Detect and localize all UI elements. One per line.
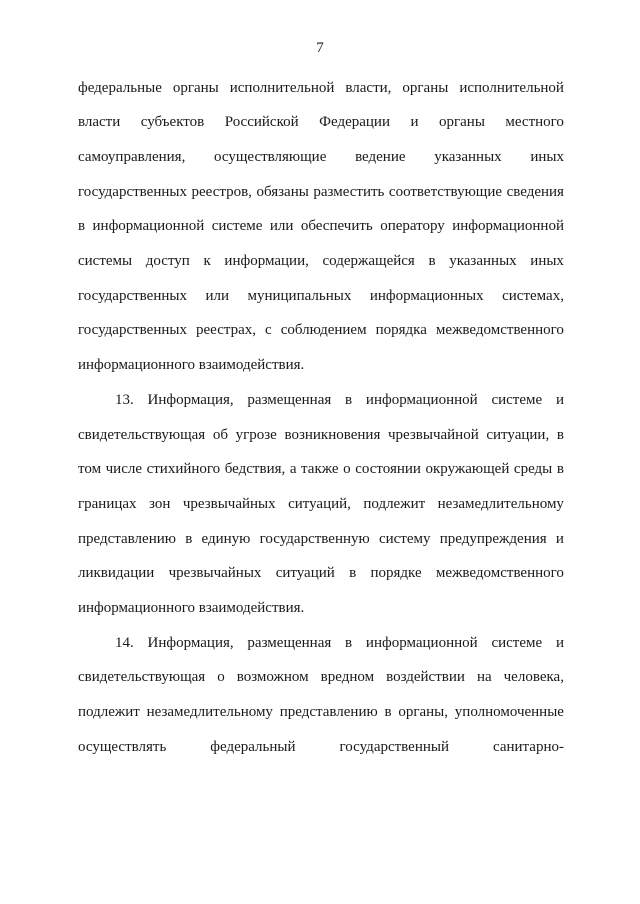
text-line: ликвидации чрезвычайных ситуаций в порядке межведомственного [78, 565, 564, 581]
text-line: представлению в единую государственную систему предупреждения и [78, 531, 564, 547]
text-line: власти субъектов Российской Федерации и органы местного [78, 114, 564, 130]
text-line: осуществлять федеральный государственный санитарно- [78, 739, 564, 755]
text-line: свидетельствующая о возможном вредном воздействии на человека, [78, 669, 564, 685]
text-line: том числе стихийного бедствия, а также о состоянии окружающей среды в [78, 461, 564, 477]
text-line: в информационной системе или обеспечить оператору информационной [78, 218, 564, 234]
page-number: 7 [316, 40, 324, 56]
text-line: информационного взаимодействия. [78, 357, 305, 373]
text-line: государственных или муниципальных информационных системах, [78, 288, 564, 304]
text-line: государственных реестрах, с соблюдением порядка межведомственного [78, 322, 564, 338]
paragraph-14-first-line: 14. Информация, размещенная в информационной системе и [115, 635, 564, 651]
text-line: самоуправления, осуществляющие ведение указанных иных [78, 149, 564, 165]
text-line: информационного взаимодействия. [78, 600, 305, 616]
text-line: подлежит незамедлительному представлению в органы, уполномоченные [78, 704, 564, 720]
text-line: федеральные органы исполнительной власти, органы исполнительной [78, 80, 564, 96]
text-line: системы доступ к информации, содержащейся в указанных иных [78, 253, 564, 269]
paragraph-13-first-line: 13. Информация, размещенная в информационной системе и [115, 392, 564, 408]
text-line: свидетельствующая об угрозе возникновения чрезвычайной ситуации, в [78, 427, 564, 443]
text-line: границах зон чрезвычайных ситуаций, подлежит незамедлительному [78, 496, 564, 512]
text-line: государственных реестров, обязаны разместить соответствующие сведения [78, 184, 564, 200]
